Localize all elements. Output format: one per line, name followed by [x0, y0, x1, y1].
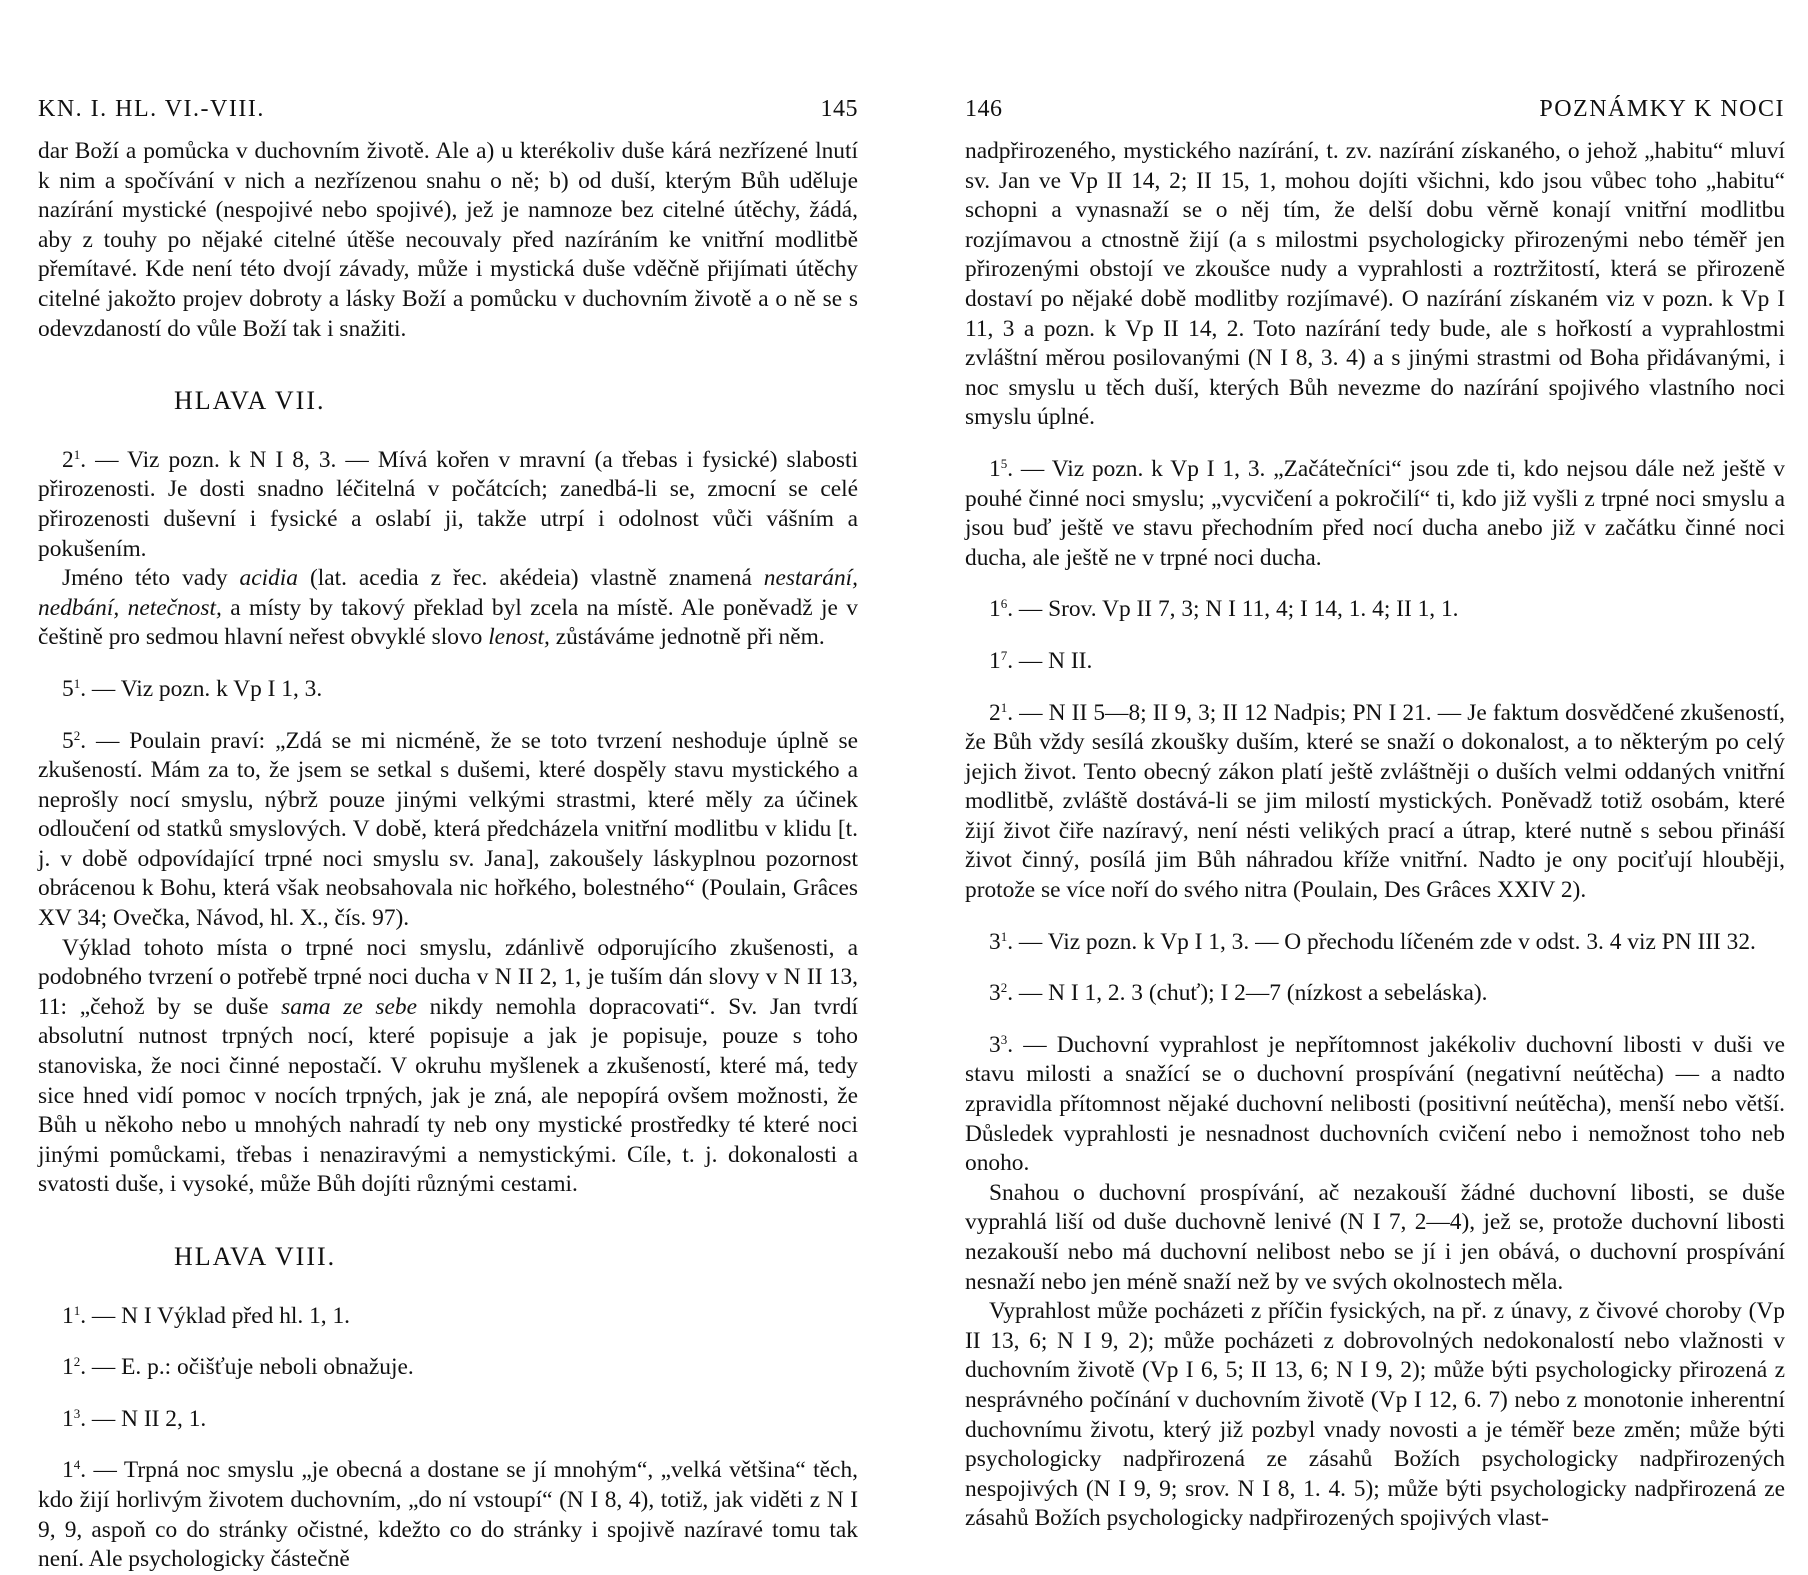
right-running-head [965, 95, 1785, 137]
note-1-5: $1^5$. — Viz pozn. k Vp I 1, 3. „Začátečníci“ jsou zde ti, kdo nejsou dále než ještě v pouhé činné noci smyslu; „vycvičení a pokročilí“ ti, kdo již vyšli z trpné noci smyslu a jsou buď ještě ve stavu přechodním před nocí ducha anebo již v začátku činné noci ducha, ale ještě ne v trpné noci ducha. [965, 455, 1785, 571]
chapter-heading-vii: HLAVA VII. [174, 386, 326, 416]
left-page-number: 145 [820, 96, 858, 122]
right-running-title: POZNÁMKY K NOCI [1539, 96, 1785, 122]
acidia-paragraph: Jméno této vady acidia (lat. acedia z řec. akédeia) vlastně znamená nestarání, nedbání, netečnost, a místy by takový překlad byl zcela na místě. Ale poněvadž je v češtině pro sedmou hlavní neřest obvyklé slovo lenost, zůstáváme jednotně při něm. [38, 565, 859, 651]
chapter-heading-viii: HLAVA VIII. [174, 1242, 337, 1271]
note-5-2: $5^2$. — Poulain praví: „Zdá se mi nicméně, že se toto tvrzení neshoduje úplně se zkušeností. Mám za to, že jsem se setkal s dušemi, které dospěly stavu mystického a neprošly nocí smyslu, nýbrž pouze jinými velkými strastmi, které měly za účinek odloučení od statků smyslových. V době, která předcházela vnitřní modlitbu v klidu [t. j. v době odpovídající trpné noci smyslu sv. Jana], zakoušely láskyplnou pozornost obrácenou k Bohu, která však neobsahovala nic hořkého, bolestného“ (Poulain, Grâces XV 34; Ovečka, Návod, hl. X., čís. 97). [38, 727, 858, 932]
note-1-3: $1^3$. — N II 2, 1. [62, 1405, 207, 1432]
snahou-paragraph: Snahou o duchovní prospívání, ač nezakouší žádné duchovní libosti, se duše vyprahlá liší od duše duchovně lenivé (N I 7, 2—4), jež se, protože duchovní libosti nezakouší nebo má duchovní nelibost nebo se jí i jen obává, o duchovní prospívání nesnaží nebo jen méně snaží než by ve svých okolnostech měla. [965, 1179, 1785, 1295]
note-1-1: $1^1$. — N I Výklad před hl. 1, 1. [62, 1302, 351, 1329]
note-2-1-right: $2^1$. — N II 5—8; II 9, 3; II 12 Nadpis; PN I 21. — Je faktum dosvědčené zkušeností, že Bůh vždy sesílá zkoušky duším, které se snaží o dokonalost, a to některým po celý jejich život. Tento obecný zákon platí ještě zvláštněji o duších velmi oddaných vnitřní modlitbě, zvláště dostává-li se jim milostí mystických. Poněvadž totiž osobám, které žijí život čiře nazíravý, není nésti velikých prací a útrap, které nutně s sebou přináší život činný, posílá jim Bůh náhradou kříže vnitřní. Nadto je ony pociťují hlouběji, protože se více noří do svého nitra (Poulain, Des Grâces XXIV 2). [965, 699, 1785, 904]
note-1-6: $1^6$. — Srov. Vp II 7, 3; N I 11, 4; I 14, 1. 4; II 1, 1. [989, 596, 1459, 623]
left-running-title: KN. I. HL. VI.-VIII. [38, 96, 265, 122]
note-5-1: $5^1$. — Viz pozn. k Vp I 1, 3. [62, 675, 323, 702]
vyklad-paragraph: Výklad tohoto místa o trpné noci smyslu, zdánlivě odporujícího zkušenosti, a podobného tvrzení o potřebě trpné noci ducha v N II 2, 1, je tuším dán slovy v N II 13, 11: „čehož by se duše sama ze sebe nikdy nemohla dopracovati“. Sv. Jan tvrdí absolutní nutnost trpných nocí, které popisuje a jak je popisuje, pouze s toho stanoviska, že noci činné nepostačí. V okruhu myšlenek a zkušeností, které má, tedy sice hned vidí pomoc v nocích trpných, jak je zná, ale nepopírá ovšem možnosti, že Bůh u někoho nebo u mnohých nahradí ty neb ony mystické prostředky té které noci jinými pomůckami, třebas i nenaziravými a nemystickými. Cíle, t. j. dokonalosti a svatosti duše, i vysoké, může Bůh dojíti různými cestami. [38, 934, 858, 1198]
right-intro-paragraph: nadpřirozeného, mystického nazírání, t. zv. nazírání získaného, o jehož „habitu“ mluví sv. Jan ve Vp II 14, 2; II 15, 1, mohou dojíti všichni, kdo jsou vůbec toho „habitu“ schopni a vynasnaží se o něj tím, že delší dobu věrně konají vnitřní modlitbu rozjímavou a ctnostně žijí (a s milostmi psychologicky přirozenými nebo téměř jen přirozenými obstojí ve zkoušce nudy a vyprahlosti a roztržitostí, která se přirozeně dostaví po nějaké době modlitby rozjímavé). O nazírání získaném viz v pozn. k Vp I 11, 3 a pozn. k Vp II 14, 2. Toto nazírání tedy bude, ale s hořkostí a vyprahlostmi zvláštní měrou posilovanými (N I 8, 3. 4) a s jinými strastmi od Boha přidávanými, i noc smyslu u těch duší, kterých Bůh nevezme do nazírání spojivého vlastního noci smyslu úplné. [965, 138, 1785, 431]
left-page [38, 95, 858, 1575]
vyprahlost-paragraph: Vyprahlost může pocházeti z příčin fysických, na př. z únavy, z čivové choroby (Vp II 13, 6; N I 9, 2); může pocházeti z dobrovolných nedokonalostí nebo vlažnosti v duchovním životě (Vp I 6, 5; II 13, 6; N I 9, 2); může býti psychologicky přirozená z nesprávného počínání v duchovním životě (Vp I 12, 6. 7) nebo z monotonie inherentní duchovnímu životu, který již pozbyl vnady novosti a je téměř beze změn; může býti psychologicky nadpřirozená ze zásahů Božích psychologicky nadpřirozených nespojivých (N I 9, 9; srov. N I 8, 1. 4. 5); může býti psychologicky nadpřirozená ze zásahů Božích psychologicky nadpřirozených spojivých vlast- [965, 1298, 1785, 1532]
left-intro-paragraph: dar Boží a pomůcka v duchovním životě. Ale a) u kterékoliv duše kárá nezřízené lnutí k nim a spočívání v nich a nezřízenou snahu o ně; b) od duší, kterým Bůh uděluje nazírání mystické (nespojivé nebo spojivé), jež je namnoze bez citelné útěchy, žádá, aby z touhy po nějaké citelné útěše necouvaly před nazíráním ke vnitřní modlitbě přemítavé. Kde není této dvojí závady, může i mystická duše vděčně přijímati útěchy citelné jakožto projev dobroty a lásky Boží a pomůcku v duchovním životě a o ně se s odevzdaností do vůle Boží tak i snažiti. [38, 138, 858, 342]
note-1-2: $1^2$. — E. p.: očišťuje neboli obnažuje. [62, 1354, 414, 1381]
note-3-1: $3^1$. — Viz pozn. k Vp I 1, 3. — O přechodu líčeném zde v odst. 3. 4 viz PN III 32. [989, 928, 1756, 955]
right-page [965, 95, 1785, 1534]
left-running-head [38, 95, 858, 137]
note-3-2: $3^2$. — N I 1, 2. 3 (chuť); I 2—7 (nízkost a sebeláska). [989, 980, 1488, 1007]
note-3-3: $3^3$. — Duchovní vyprahlost je nepřítomnost jakékoliv duchovní libosti v duši ve stavu milosti a snažící se o duchovní prospívání (negativní neútěcha) — a nadto zpravidla přítomnost nějaké duchovní nelibosti (positivní neútěcha), menší nebo větší. Důsledek vyprahlosti je nesnadnost duchovních cvičení nebo i nemožnost toho neb onoho. [965, 1031, 1785, 1177]
note-1-7: $1^7$. — N II. [989, 647, 1093, 674]
note-2-1: $2^1$. — Viz pozn. k N I 8, 3. — Mívá kořen v mravní (a třebas i fysické) slabosti přirozenosti. Je dosti snadno léčitelná v počátcích; zanedbá-li se, zmocní se celé přirozenosti duševní i fysické a oslabí ji, takže utrpí i odolnost vůči vášním a pokušením. [38, 446, 858, 562]
right-page-number: 146 [965, 96, 1003, 122]
note-1-4: $1^4$. — Trpná noc smyslu „je obecná a dostane se jí mnohým“, „velká většina“ těch, kdo žijí horlivým životem duchovním, „do ní vstoupí“ (N I 8, 4), totiž, jak viděti z N I 9, 9, aspoň co do stránky očistné, kdežto co do stránky i spojivě nazíravé tomu tak není. Ale psychologicky částečně [38, 1457, 858, 1573]
